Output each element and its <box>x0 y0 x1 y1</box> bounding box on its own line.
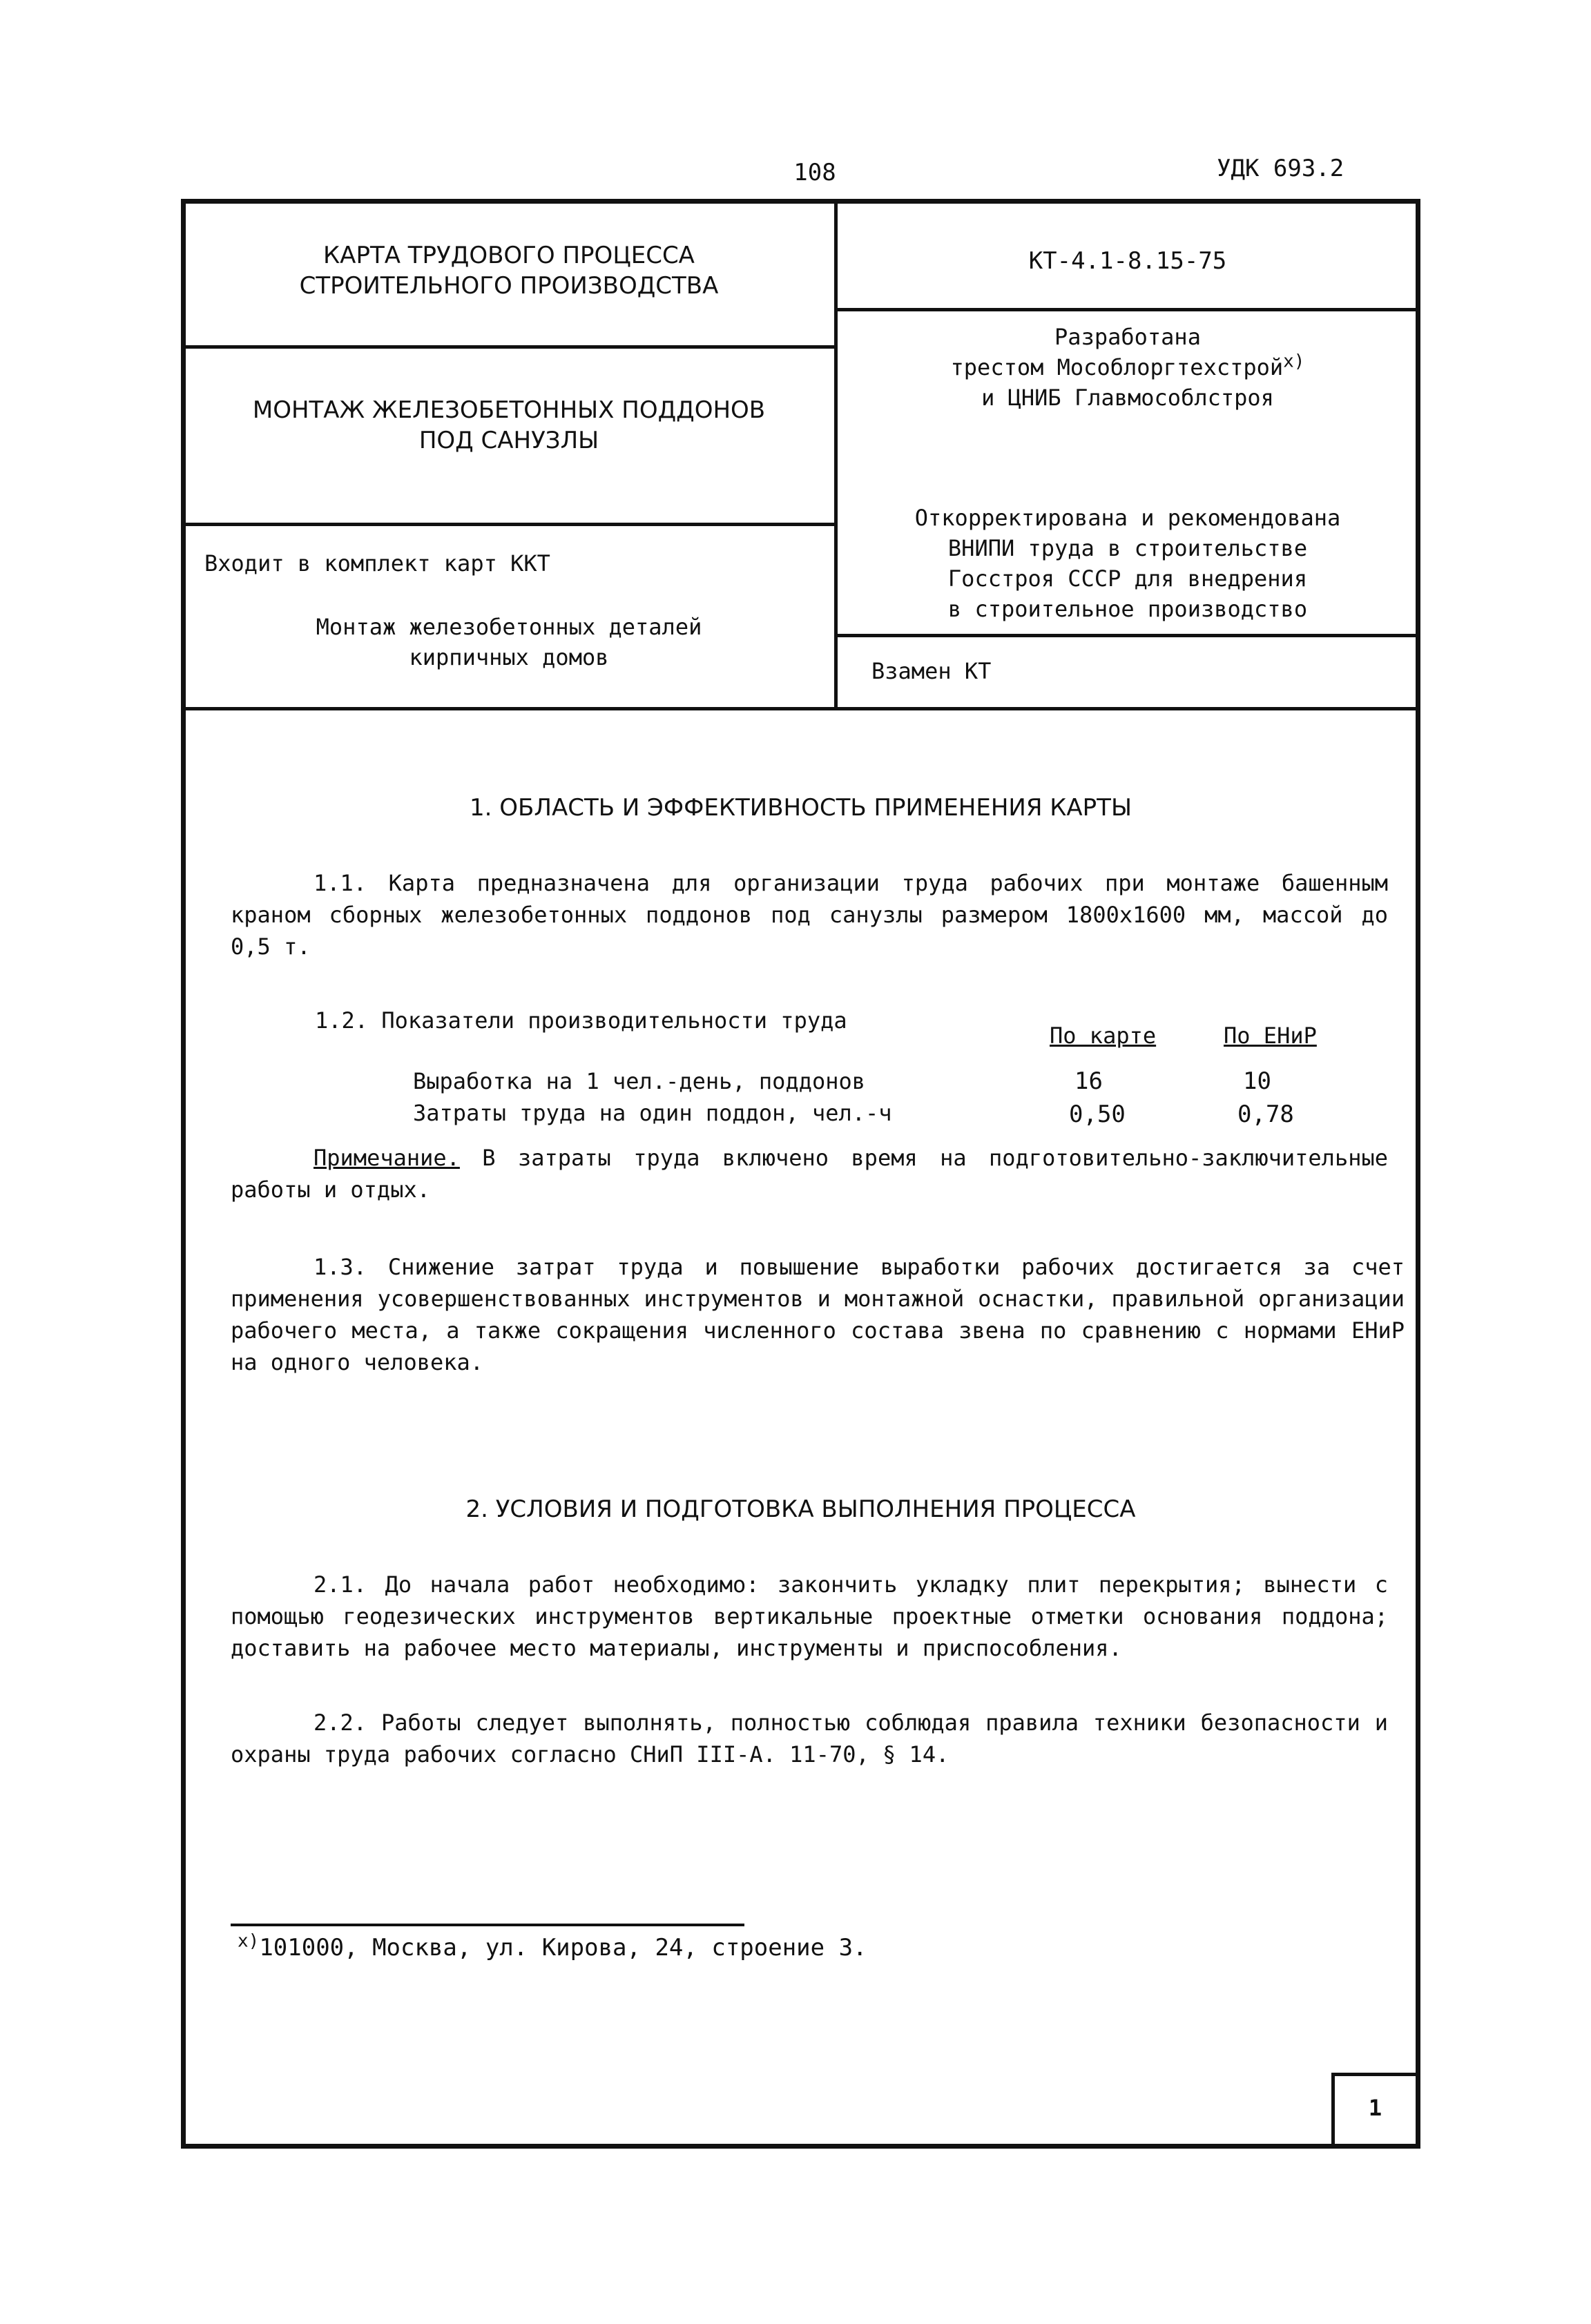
row-output-enir: 10 <box>1243 1067 1271 1095</box>
row-labor-label: Затраты труда на один поддон, чел.-ч <box>413 1100 892 1126</box>
section-2-heading: 2. УСЛОВИЯ И ПОДГОТОВКА ВЫПОЛНЕНИЯ ПРОЦЕССА <box>465 1495 1136 1523</box>
page-number: 108 <box>793 159 836 186</box>
row-output-card: 16 <box>1074 1067 1103 1095</box>
note: Примечание. В затраты труда включено время на подготовительно-заключительные работы и отдых. <box>231 1145 1388 1203</box>
header-divider-vertical <box>834 199 838 710</box>
footnote-mark: x) <box>238 1930 260 1952</box>
row-labor-enir: 0,78 <box>1237 1101 1294 1128</box>
frame-left <box>181 199 186 2149</box>
frame-top <box>181 199 1420 204</box>
developed-by: Разработана трестом Мособлоргтехстрой$^{x)}$ и ЦНИБ Главмособлстроя <box>950 324 1305 411</box>
footnote-separator <box>231 1924 744 1926</box>
frame-right <box>1416 199 1420 2149</box>
sheet-number: 1 <box>1368 2095 1382 2121</box>
paragraph-2-2: 2.2. Работы следует выполнять, полностью соблюдая правила техники безопасности и охраны труда рабочих согласно СНиП III-А. 11-70, § 14. <box>231 1710 1388 1768</box>
row-labor-card: 0,50 <box>1069 1101 1126 1128</box>
udk-code: УДК 693.2 <box>1217 155 1344 182</box>
row-output-label: Выработка на 1 чел.-день, поддонов <box>413 1068 866 1094</box>
paragraph-1-2-label: 1.2. Показатели производительности труда <box>315 1007 847 1034</box>
column-header-enir: По ЕНиР <box>1224 1023 1317 1049</box>
frame-bottom <box>181 2144 1420 2149</box>
kit-name: Монтаж железобетонных деталей кирпичных домов <box>316 614 702 670</box>
paragraph-1-3: 1.3. Снижение затрат труда и повышение выработки рабочих достигается за счет применения усовершенствованных инструментов и монтажной оснастки, правильной организации рабочего места, а также сокращения численного состава звена по сравнению с нормами ЕНиР на одного человека. <box>231 1254 1405 1375</box>
header-line-right-1 <box>834 308 1420 311</box>
header-line-left-2 <box>181 523 837 526</box>
section-1-heading: 1. ОБЛАСТЬ И ЭФФЕКТИВНОСТЬ ПРИМЕНЕНИЯ КАРТЫ <box>470 794 1132 822</box>
header-line-right-2 <box>834 634 1420 637</box>
footnote: $^{x)}$101000, Москва, ул. Кирова, 24, строение 3. <box>238 1930 867 1962</box>
sheet-number-box <box>1331 2073 1416 2144</box>
card-title: МОНТАЖ ЖЕЛЕЗОБЕТОННЫХ ПОДДОНОВ ПОД САНУЗЛЫ <box>252 396 766 454</box>
column-header-card: По карте <box>1050 1023 1157 1049</box>
paragraph-2-1: 2.1. До начала работ необходимо: закончить укладку плит перекрытия; вынести с помощью геодезических инструментов вертикальные проектные отметки основания поддона; доставить на рабочее место материалы, инструменты и приспособления. <box>231 1571 1388 1661</box>
corrected-by: Откорректирована и рекомендована ВНИПИ труда в строительстве Госстроя СССР для внедрения в строительное производство <box>914 505 1341 622</box>
paragraph-1-1: 1.1. Карта предназначена для организации труда рабочих при монтаже башенным краном сборных железобетонных поддонов под санузлы размером 1800х1600 мм, массой до 0,5 т. <box>231 870 1388 960</box>
footnote-mark: x) <box>1283 351 1305 372</box>
card-type: КАРТА ТРУДОВОГО ПРОЦЕССА СТРОИТЕЛЬНОГО ПРОИЗВОДСТВА <box>299 242 719 300</box>
replaces: Взамен КТ <box>871 658 992 684</box>
header-bottom-line <box>181 707 1420 710</box>
kit-label: Входит в комплект карт ККТ <box>204 550 550 577</box>
card-code: КТ-4.1-8.15-75 <box>1028 247 1227 275</box>
header-line-left-1 <box>181 345 837 349</box>
